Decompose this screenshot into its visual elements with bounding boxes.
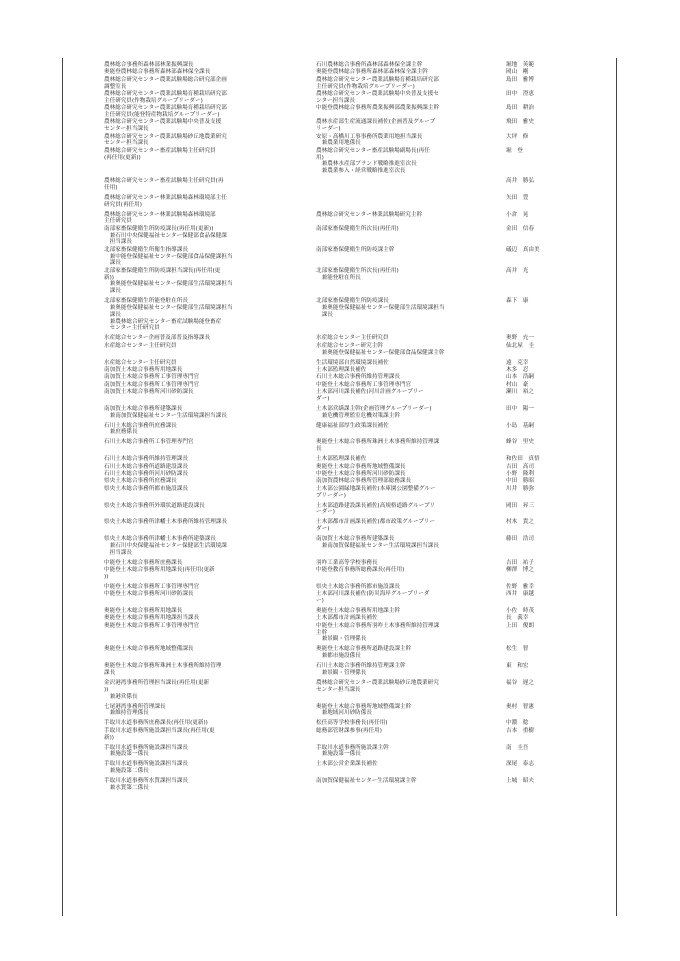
person-name: 川井 勝弥 — [506, 485, 534, 492]
previous-post: 手取川水道事務所水質課担当課長 兼水質第二係長 — [104, 778, 188, 791]
person-name: 西井 康越 — [506, 591, 534, 598]
transfer-row — [104, 389, 554, 403]
transfer-row — [104, 464, 554, 471]
previous-post: 農林総合研究センター農業試験場砂丘地農業研究 センター担当課長 — [104, 133, 227, 147]
new-post: 農林総合研究センター畜産試験場副場長(再任 用) 兼農林水産部ブランド戦略推進室次長 兼農業参入・経営戦略推進室次長 — [316, 147, 430, 175]
transfer-row — [104, 704, 554, 718]
person-name: 吉田 高司 — [506, 463, 534, 470]
new-post: 農林水産部生産流通課長補佐(企画普及グループ リーダー) — [316, 119, 436, 133]
new-post: 手取川水道事務所施設課主幹 兼施設第一係長 — [316, 744, 389, 758]
previous-post: 南部家畜保健衛生所防疫課長(再任用(更新)) 兼石川中央保健福祉センター保健部食品保健課 担当課長 — [104, 225, 227, 246]
transfer-row — [104, 519, 554, 533]
new-post: 奥能登土木総合事務所珠洲土木事務所維持管理課 長 — [316, 439, 440, 453]
transfer-row — [104, 226, 554, 246]
person-name: 上田 俊朗 — [506, 622, 534, 629]
transfer-row — [104, 761, 554, 775]
new-post: 奥能登土木総合事務所用地課主幹 — [316, 608, 400, 615]
previous-post: 石川土木総合事務所河川砂防課長 — [104, 471, 188, 477]
person-name: 村山 豪 — [506, 381, 529, 388]
transfer-row — [104, 148, 554, 175]
new-post: 農林総合研究センター林業試験場研究主幹 — [316, 211, 423, 218]
person-name: 中濃 稔 — [506, 720, 529, 727]
transfer-row — [104, 69, 554, 76]
transfer-row — [104, 503, 554, 517]
person-name: 藤田 浩司 — [506, 536, 534, 543]
transfer-row — [104, 212, 554, 226]
previous-post: 農林総合研究センター農業試験場育種栽培研究部 主任研究員(作物栽培グループリーダー) — [104, 90, 227, 104]
previous-post: 南加賀土木総合事務所河川砂防課長 — [104, 389, 194, 396]
new-post: 中能登土木総合事務所河川砂防課長 — [316, 471, 406, 477]
previous-post: 県央土木総合事務所外環状道路建設課長 — [104, 502, 205, 509]
person-name: 矢田 豊 — [506, 194, 529, 201]
previous-post: 手取川水道事務所庶務課長(再任用(更新)) — [104, 720, 208, 727]
person-name: 小野 隆利 — [506, 471, 534, 477]
new-post: 総務部管財課参事(再任用) — [316, 727, 382, 734]
previous-post: 農林総合事務所森林部林業振興課長 — [104, 62, 194, 68]
new-post: 松任高等学校事務長(再任用) — [316, 720, 388, 727]
previous-post: 水産総合センター企画普及部普及指導課長 — [104, 335, 211, 342]
new-post: 南加賀農林総合事務所管理部総務課長 — [316, 478, 412, 485]
previous-post: 中能登土木総合事務所河川砂防課長 — [104, 591, 194, 598]
transfer-row — [104, 195, 554, 209]
person-name: 田中 澄恵 — [506, 90, 534, 97]
new-post: 奥能登農林総合事務所森林部森林保全課主幹 — [316, 69, 428, 76]
transfer-row — [104, 374, 554, 381]
page-left-rule — [62, 58, 63, 916]
new-post: 南部家畜保健衛生所防疫課主幹 — [316, 246, 395, 253]
previous-post: 手取川水道事務所施設課担当課長(再任用(更 新)) — [104, 727, 215, 741]
person-name: 柳澤 博之 — [506, 567, 534, 574]
new-post — [316, 178, 506, 192]
transfer-row — [104, 560, 554, 567]
person-name: 松生 智 — [506, 646, 529, 653]
person-name: 中田 勝昭 — [506, 478, 534, 485]
new-post: 土木部営繕課主幹(企画管理グループリーダー) 兼危機管理監室危機対策課主幹 — [316, 405, 432, 419]
previous-post: 七尾港湾事務所管理課長 兼維持管理係長 — [104, 703, 166, 717]
previous-post: 手取川水道事務所施設課担当課長 兼施設第一係長 — [104, 744, 188, 758]
transfer-row — [104, 778, 554, 792]
previous-post: 奥能登農林総合事務所森林部森林保全課長 — [104, 69, 211, 76]
previous-post: 水産総合センター主任研究員 — [104, 342, 177, 349]
previous-post: 農林総合研究センター林業試験場森林環境部主任 研究員(再任用) — [104, 194, 227, 208]
transfer-row — [104, 646, 554, 660]
previous-post: 金沢港湾事務所管理担当課長(再任用(更新 )) 兼港営係長 — [104, 679, 210, 700]
transfer-row — [104, 423, 554, 437]
new-post: 石川土木総合事務所維持管理課長 — [316, 374, 400, 381]
transfer-row — [104, 298, 554, 332]
previous-post: 北部家畜保健衛生所能登駐在所長 兼奥能登保健福祉センター保健部生活環境課担当 課長 兼農林総合研究センター畜産試験場能登畜産 センター主任研究員 — [104, 298, 233, 332]
transfer-row — [104, 471, 554, 478]
transfer-row — [104, 486, 554, 500]
previous-post: 県央土木総合事務所津幡土木事務所維持管理課長 — [104, 519, 228, 526]
previous-post: 県央土木総合事務所津幡土木事務所建築課長 兼石川中央保健福祉センター保健部生活環境課 担当課長 — [104, 536, 227, 556]
person-name: 仙北屋 圭 — [506, 342, 534, 349]
previous-post: 農林総合研究センター農業試験場中央普及支援 センター担当課長 — [104, 119, 222, 133]
person-name: 岡田 昇三 — [506, 502, 534, 509]
transfer-row — [104, 728, 554, 742]
person-name: 田中 陽一 — [506, 405, 534, 412]
new-post — [316, 195, 506, 209]
transfer-row — [104, 456, 554, 463]
person-name: 村木 貴之 — [506, 519, 534, 526]
new-post: 南加賀保健福祉センター生活環境課主幹 — [316, 778, 417, 785]
previous-post: 北部家畜保健衛生所防疫課担当課長(再任用(更 新)) 兼奥能登保健福祉センター保健部生活環境課担当 課長 — [104, 267, 233, 295]
page-right-rule — [616, 58, 617, 916]
person-name: 和佐田 真悟 — [506, 456, 540, 463]
new-post: 土木部河川課長補佐(河川計画グループリー ダー) — [316, 389, 424, 402]
previous-post: 石川土木総合事務所道路建設課長 — [104, 463, 188, 470]
previous-post: 手取川水道事務所施設課担当課長 兼施設第二係長 — [104, 761, 188, 775]
transfer-row — [104, 478, 554, 485]
person-name: 堀地 英範 — [506, 62, 534, 68]
previous-post: 南加賀土木総合事務所建築課長 兼南加賀保健福祉センター生活環境課担当課長 — [104, 405, 227, 419]
previous-post: 農林総合研究センター畜産試験場主任研究員 (再任用(更新)) — [104, 147, 216, 161]
new-post: 土木部都市計画課長補佐(都市政策グループリー ダー) — [316, 519, 435, 533]
person-name: 長 義幸 — [506, 615, 529, 622]
previous-post: 農林総合研究センター畜産試験場主任研究員(再 任用) — [104, 178, 224, 191]
previous-post: 南加賀土木総合事務所用地課長 — [104, 366, 183, 373]
previous-post: 農林総合研究センター林業試験場森林環境部 主任研究員 — [104, 211, 216, 225]
previous-post: 南加賀土木総合事務所工事管理専門官 — [104, 381, 200, 388]
transfer-row — [104, 105, 554, 119]
person-name: 礒辺 真由美 — [506, 246, 540, 253]
transfer-row — [104, 439, 554, 453]
new-post: 土木部公園緑地課長補佐(本庫園公園整備グルー プリーダー) — [316, 485, 436, 499]
transfer-row — [104, 745, 554, 759]
person-name: 山本 浩嗣 — [506, 374, 534, 381]
transfer-row — [104, 608, 554, 615]
person-name: 堀 登 — [506, 147, 523, 154]
previous-post: 中能登土木総合事務所工事管理専門官 — [104, 583, 200, 590]
previous-post: 北部家畜保健衛生所衛生指導課長 兼中能登保健福祉センター保健部食品保健課担当 課長 — [104, 246, 233, 267]
new-post: 県央土木総合事務所都市施設課長 — [316, 583, 400, 590]
transfer-row — [104, 247, 554, 267]
transfer-row — [104, 119, 554, 133]
new-post: 土木部監理課長補佐 — [316, 456, 367, 463]
previous-post: 奥能登土木総合事務所工事管理専門官 — [104, 622, 200, 629]
transfer-row — [104, 335, 554, 342]
new-post: 農林総合研究センター農業試験場中央普及支援セ ンター担当課長 — [316, 90, 439, 104]
previous-post: 奥能登土木総合事務所用地課長 — [104, 608, 183, 615]
transfer-row — [104, 615, 554, 622]
previous-post: 県央土木総合事務所都市施設課長 — [104, 485, 188, 492]
person-name: 南 圭吾 — [506, 744, 529, 751]
new-post: 土木部監理課長補佐 — [316, 366, 367, 373]
person-name: 森下 康 — [506, 298, 529, 305]
person-name: 大坪 修 — [506, 133, 529, 140]
previous-post: 石川土木総合事務所工事管理専門官 — [104, 439, 194, 446]
new-post: 石川土木総合事務所維持管理課主幹 兼景観・管理係長 — [316, 663, 406, 676]
person-name: 高井 光 — [506, 267, 529, 274]
person-name: 島田 耕治 — [506, 105, 534, 112]
transfer-row — [104, 360, 554, 367]
new-post: 土木部都市計画課長補佐 — [316, 615, 378, 622]
new-post: 石川農林総合事務所森林部森林保全課主幹 — [316, 62, 423, 68]
transfer-row — [104, 91, 554, 105]
previous-post: 奥能登土木総合事務所用地課担当課長 — [104, 615, 200, 622]
previous-post: 農林総合研究センター農業試験場育種栽培研究部 主任研究員(能登特産物栽培グループリーダー) — [104, 105, 227, 118]
person-name: 瀬川 裕之 — [506, 389, 534, 396]
previous-post: 奥能登土木総合事務所珠洲土木事務所維持管理 課長 — [104, 663, 222, 676]
person-name: 金田 信春 — [506, 225, 534, 232]
person-name: 上城 昭夫 — [506, 778, 534, 785]
previous-post: 奥能登土木総合事務所地域整備課長 — [104, 646, 194, 653]
transfer-row — [104, 720, 554, 727]
new-post: 健康福祉部厚生政策課長補佐 — [316, 422, 389, 429]
transfer-row — [104, 134, 554, 148]
transfer-row — [104, 623, 554, 643]
person-name: 小島 基嗣 — [506, 422, 534, 429]
person-name: 東 和宏 — [506, 663, 529, 670]
new-post: 南部家畜保健衛生所次長(再任用) — [316, 225, 399, 232]
transfer-row — [104, 536, 554, 556]
previous-post: 農林総合研究センター農業試験場総合研究部企画 調整室長 — [104, 76, 227, 90]
person-name: 島田 雅博 — [506, 76, 534, 83]
transfer-row — [104, 567, 554, 581]
new-post: 北部家畜保健衛生所次長(再任用) 兼能登駐在所長 — [316, 267, 399, 281]
transfer-row — [104, 591, 554, 605]
person-name: 岡山 剛 — [506, 69, 529, 76]
previous-post: 石川土木総合事務所庶務課長 兼庶務係長 — [104, 422, 177, 436]
new-post: 中能登教育事務所総務課長(再任用) — [316, 567, 405, 574]
new-post: 中能登農林総合事務所農業振興部農業振興課主幹 — [316, 105, 440, 112]
previous-post: 中能登土木総合事務所用地課長(再任用(更新 )) — [104, 567, 215, 580]
new-post: 奥能登土木総合事務所地域整備課長 — [316, 463, 406, 470]
person-name: 吉田 祐子 — [506, 559, 534, 566]
person-name: 小倉 晃 — [506, 211, 529, 218]
transfer-row — [104, 343, 554, 357]
transfer-row — [104, 77, 554, 91]
person-name: 吉本 重樹 — [506, 727, 534, 734]
new-post: 農林総合研究センター農業試験場育種栽培研究部 主任研究員(作物栽培グループリーダー) — [316, 76, 439, 90]
new-post: 安原・高橋川工事事務所農業用地担当課長 兼農業用地係長 — [316, 133, 423, 147]
new-post: 水産総合センター主任研究員 — [316, 335, 389, 342]
transfer-row — [104, 62, 554, 69]
person-name: 木多 忍 — [506, 366, 529, 373]
transfer-row — [104, 268, 554, 295]
previous-post: 中能登土木総合事務所庶務課長 — [104, 559, 183, 566]
new-post: 北部家畜保健衛生所防疫課長 兼奥能登保健福祉センター保健部生活環境課担当 課長 — [316, 298, 445, 318]
new-post: 農林総合研究センター農業試験場砂丘地農業研究 センター担当課長 — [316, 679, 439, 693]
new-post: 南加賀土木総合事務所建築課長 兼南加賀保健福祉センター生活環境課担当課長 — [316, 536, 439, 549]
new-post: 羽咋工業高等学校事務長 — [316, 559, 378, 566]
new-post: 生活環境部自然環境課長補佐 — [316, 359, 389, 366]
person-name: 深尾 泰志 — [506, 761, 534, 768]
new-post: 土木部公営企業課長補佐 — [316, 761, 378, 768]
person-name: 福谷 遅之 — [506, 679, 534, 686]
transfer-row — [104, 680, 554, 700]
new-post: 中能登土木総合事務所羽咋土木事務所維持管理課 主幹 兼景観・管理係長 — [316, 622, 440, 643]
new-post: 土木部河川課長補佐(防災海岸グループリーダ ー) — [316, 591, 430, 605]
person-name: 飛田 雅史 — [506, 119, 534, 126]
previous-post: 県央土木総合事務所庶務課長 — [104, 478, 177, 485]
new-post: 水産総合センター研究主幹 兼奥能登保健福祉センター保健部食品保健課主幹 — [316, 342, 445, 356]
transfer-row — [104, 406, 554, 420]
new-post: 奥能登土木総合事務所道路建設課主幹 兼都市施設係長 — [316, 646, 412, 660]
person-name: 蜂谷 里史 — [506, 439, 534, 446]
person-name: 小佐 時茂 — [506, 608, 534, 615]
new-post: 中能登土木総合事務所工事管理専門官 — [316, 381, 412, 388]
transfer-row — [104, 382, 554, 389]
previous-post: 水産総合センター主任研究員 — [104, 359, 177, 366]
personnel-transfer-list — [104, 62, 554, 792]
previous-post: 南加賀土木総合事務所工事管理専門官 — [104, 374, 200, 381]
person-name: 奥村 智憲 — [506, 703, 534, 710]
transfer-row — [104, 178, 554, 192]
person-name: 奥野 充一 — [506, 335, 534, 342]
transfer-row — [104, 584, 554, 591]
new-post: 土木部道路建設課長補佐(高規格道路グループリ ーダー) — [316, 502, 435, 516]
previous-post: 石川土木総合事務所維持管理課長 — [104, 456, 188, 463]
person-name: 高井 勝弘 — [506, 178, 534, 185]
transfer-row — [104, 663, 554, 677]
new-post: 奥能登土木総合事務所地域整備課主幹 兼地域河川砂防係長 — [316, 703, 412, 717]
transfer-row — [104, 367, 554, 374]
person-name: 佐野 雅幸 — [506, 583, 534, 590]
person-name: 遠 克幸 — [506, 359, 529, 366]
